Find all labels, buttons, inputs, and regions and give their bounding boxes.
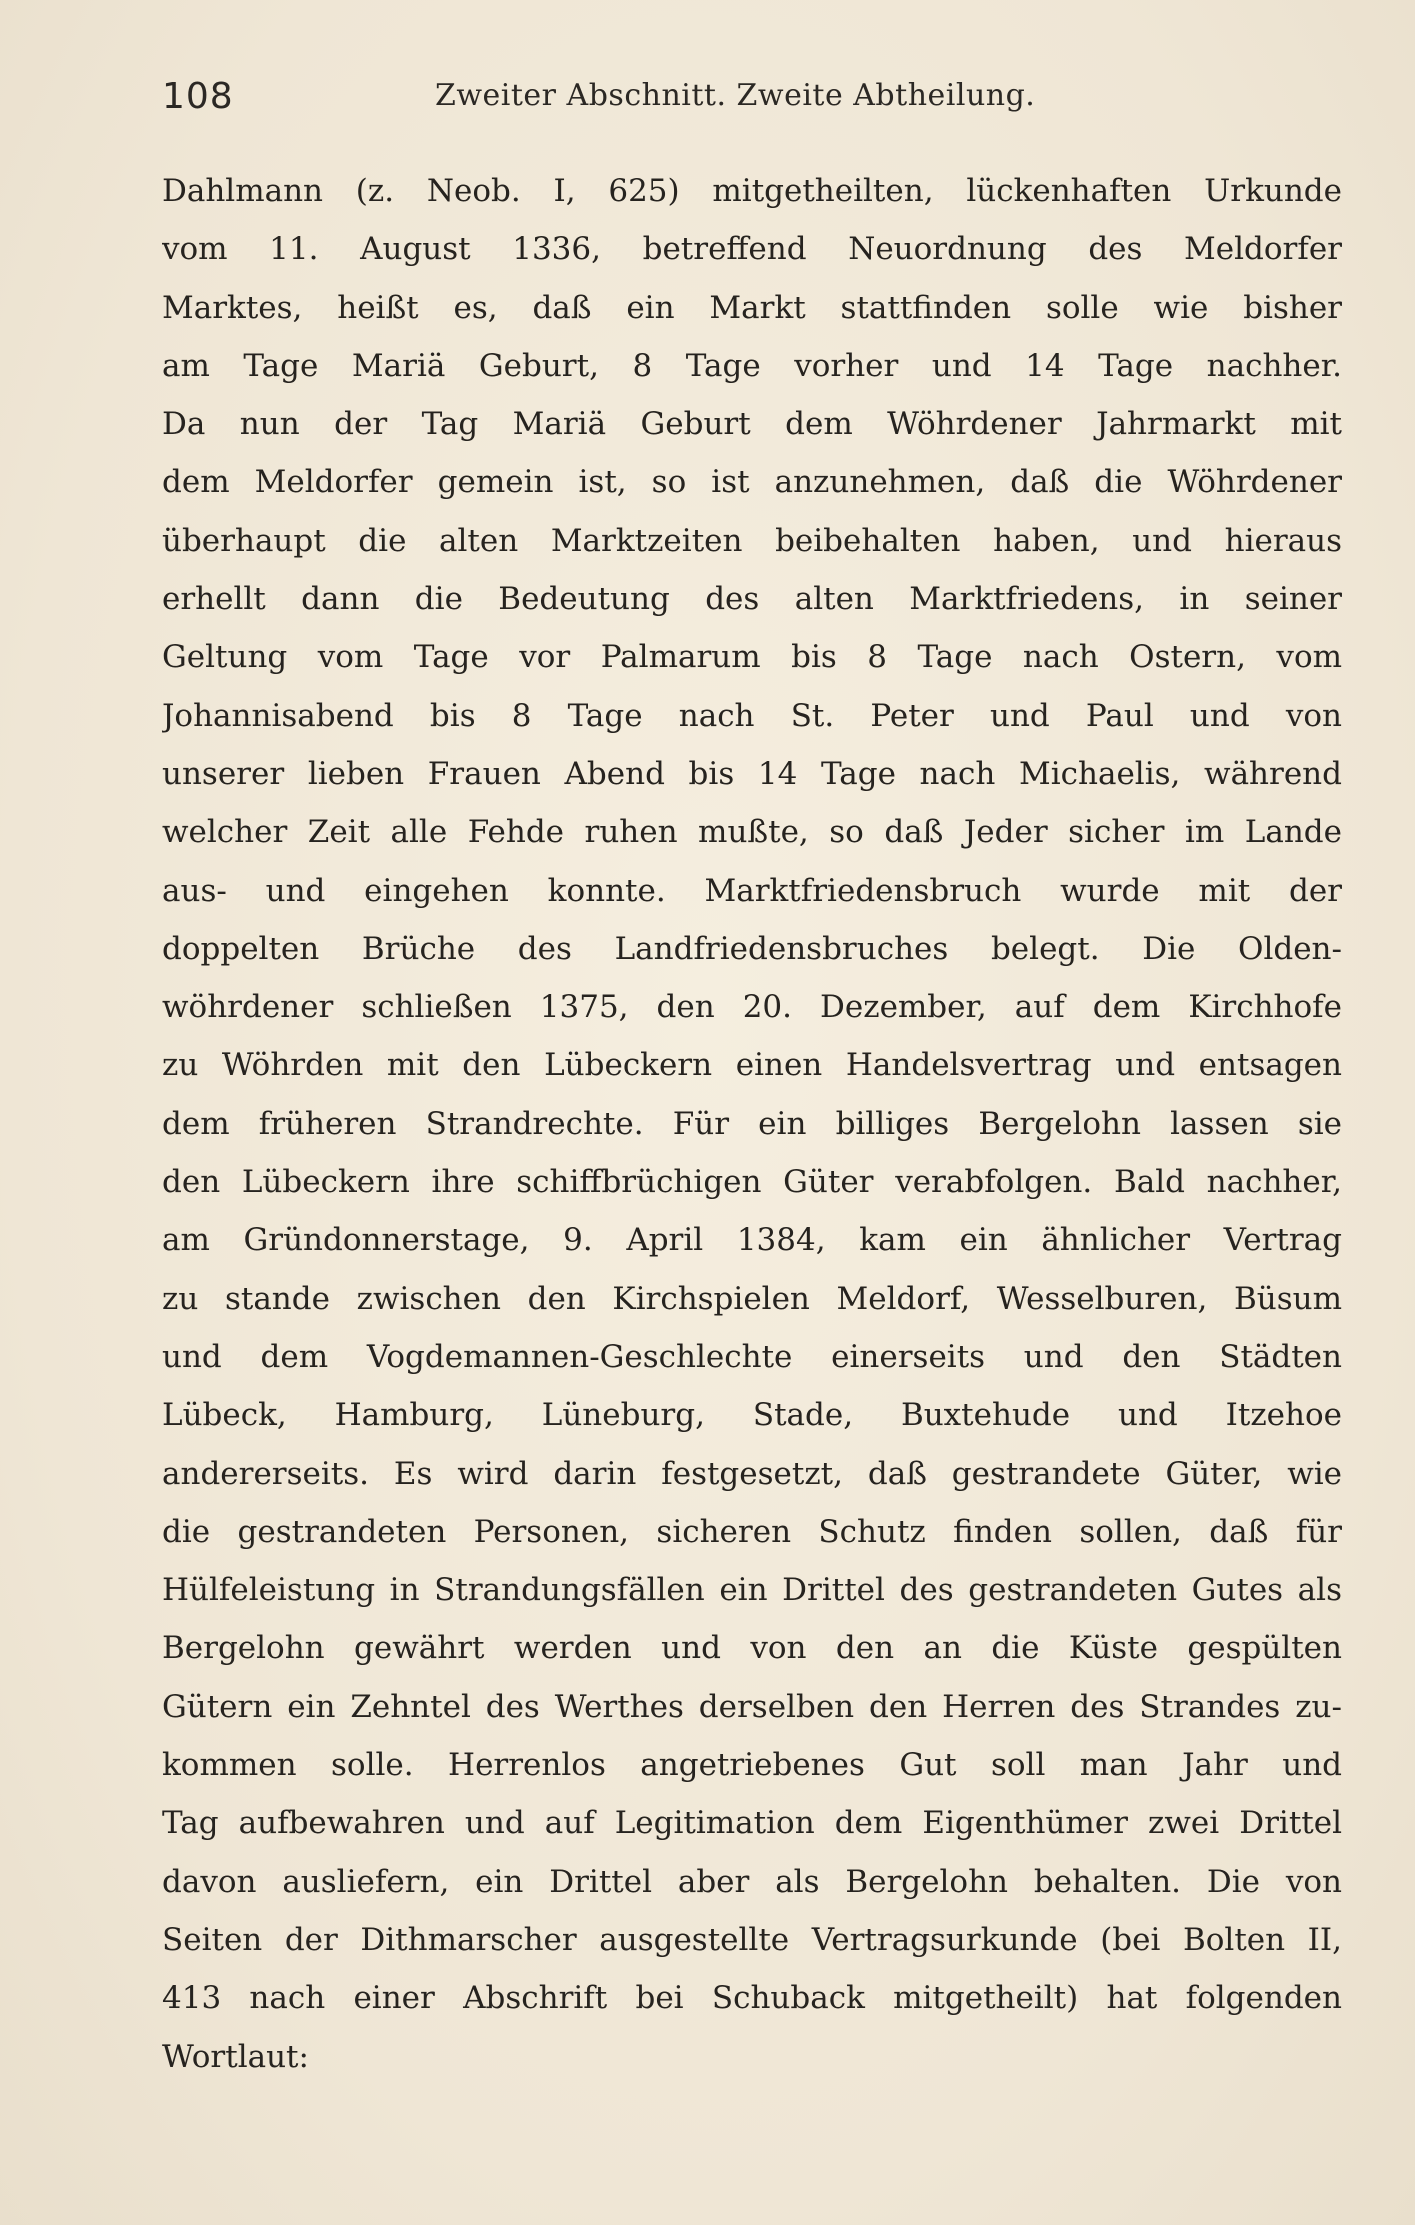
text-line: kommen solle. Herrenlos angetriebenes Gut soll man Jahr und bbox=[162, 1747, 1342, 1784]
text-line: Tag aufbewahren und auf Legitimation dem Eigenthümer zwei Drittel bbox=[162, 1805, 1342, 1842]
text-line: und dem Vogdemannen-Geschlechte einerseits und den Städten bbox=[162, 1338, 1342, 1375]
page-number: 108 bbox=[162, 76, 234, 117]
text-line: Gütern ein Zehntel des Werthes derselben den Herren des Strandes zu- bbox=[162, 1688, 1342, 1725]
text-line: Hülfeleistung in Strandungsfällen ein Drittel des gestrandeten Gutes als bbox=[162, 1572, 1342, 1609]
text-line: den Lübeckern ihre schiffbrüchigen Güter verabfolgen. Bald nachher, bbox=[162, 1164, 1342, 1201]
text-line: andererseits. Es wird darin festgesetzt, daß gestrandete Güter, wie bbox=[162, 1455, 1342, 1492]
text-line: dem früheren Strandrechte. Für ein billiges Bergelohn lassen sie bbox=[162, 1105, 1342, 1142]
body-text bbox=[162, 162, 1342, 2086]
text-line: doppelten Brüche des Landfriedensbruches belegt. Die Olden- bbox=[162, 930, 1342, 967]
text-line: am Tage Mariä Geburt, 8 Tage vorher und 14 Tage nachher. bbox=[162, 347, 1342, 384]
text-line: die gestrandeten Personen, sicheren Schutz finden sollen, daß für bbox=[162, 1513, 1342, 1550]
text-line: dem Meldorfer gemein ist, so ist anzunehmen, daß die Wöhrdener bbox=[162, 464, 1342, 501]
text-line: wöhrdener schließen 1375, den 20. Dezember, auf dem Kirchhofe bbox=[162, 989, 1342, 1026]
text-line: zu Wöhrden mit den Lübeckern einen Handelsvertrag und entsagen bbox=[162, 1047, 1342, 1084]
text-line: Dahlmann (z. Neob. I, 625) mitgetheilten, lückenhaften Urkunde bbox=[162, 173, 1342, 209]
running-head: Zweiter Abschnitt. Zweite Abtheilung. bbox=[435, 78, 1036, 113]
text-line: Bergelohn gewährt werden und von den an die Küste gespülten bbox=[162, 1630, 1342, 1667]
text-line: Wortlaut: bbox=[162, 2038, 309, 2075]
text-line: überhaupt die alten Marktzeiten beibehalten haben, und hieraus bbox=[162, 522, 1342, 559]
text-line: Da nun der Tag Mariä Geburt dem Wöhrdener Jahrmarkt mit bbox=[162, 406, 1342, 443]
text-line: Marktes, heißt es, daß ein Markt stattfinden solle wie bisher bbox=[162, 289, 1342, 326]
text-line: Lübeck, Hamburg, Lüneburg, Stade, Buxtehude und Itzehoe bbox=[162, 1397, 1342, 1434]
text-line: welcher Zeit alle Fehde ruhen mußte, so daß Jeder sicher im Lande bbox=[162, 814, 1342, 851]
text-line: vom 11. August 1336, betreffend Neuordnung des Meldorfer bbox=[162, 231, 1342, 268]
text-line: zu stande zwischen den Kirchspielen Meldorf, Wesselburen, Büsum bbox=[162, 1280, 1342, 1317]
page-header bbox=[162, 70, 1402, 130]
text-line: am Gründonnerstage, 9. April 1384, kam ein ähnlicher Vertrag bbox=[162, 1222, 1342, 1259]
text-line: Johannisabend bis 8 Tage nach St. Peter und Paul und von bbox=[162, 697, 1342, 734]
text-line: aus- und eingehen konnte. Marktfriedensbruch wurde mit der bbox=[162, 872, 1342, 909]
text-line: davon ausliefern, ein Drittel aber als Bergelohn behalten. Die von bbox=[162, 1863, 1342, 1900]
text-line: erhellt dann die Bedeutung des alten Marktfriedens, in seiner bbox=[162, 581, 1342, 618]
text-line: 413 nach einer Abschrift bei Schuback mitgetheilt) hat folgenden bbox=[162, 1980, 1342, 2017]
text-line: Seiten der Dithmarscher ausgestellte Vertragsurkunde (bei Bolten II, bbox=[162, 1921, 1342, 1958]
text-line: unserer lieben Frauen Abend bis 14 Tage nach Michaelis, während bbox=[162, 755, 1342, 792]
text-line: Geltung vom Tage vor Palmarum bis 8 Tage nach Ostern, vom bbox=[162, 639, 1342, 676]
